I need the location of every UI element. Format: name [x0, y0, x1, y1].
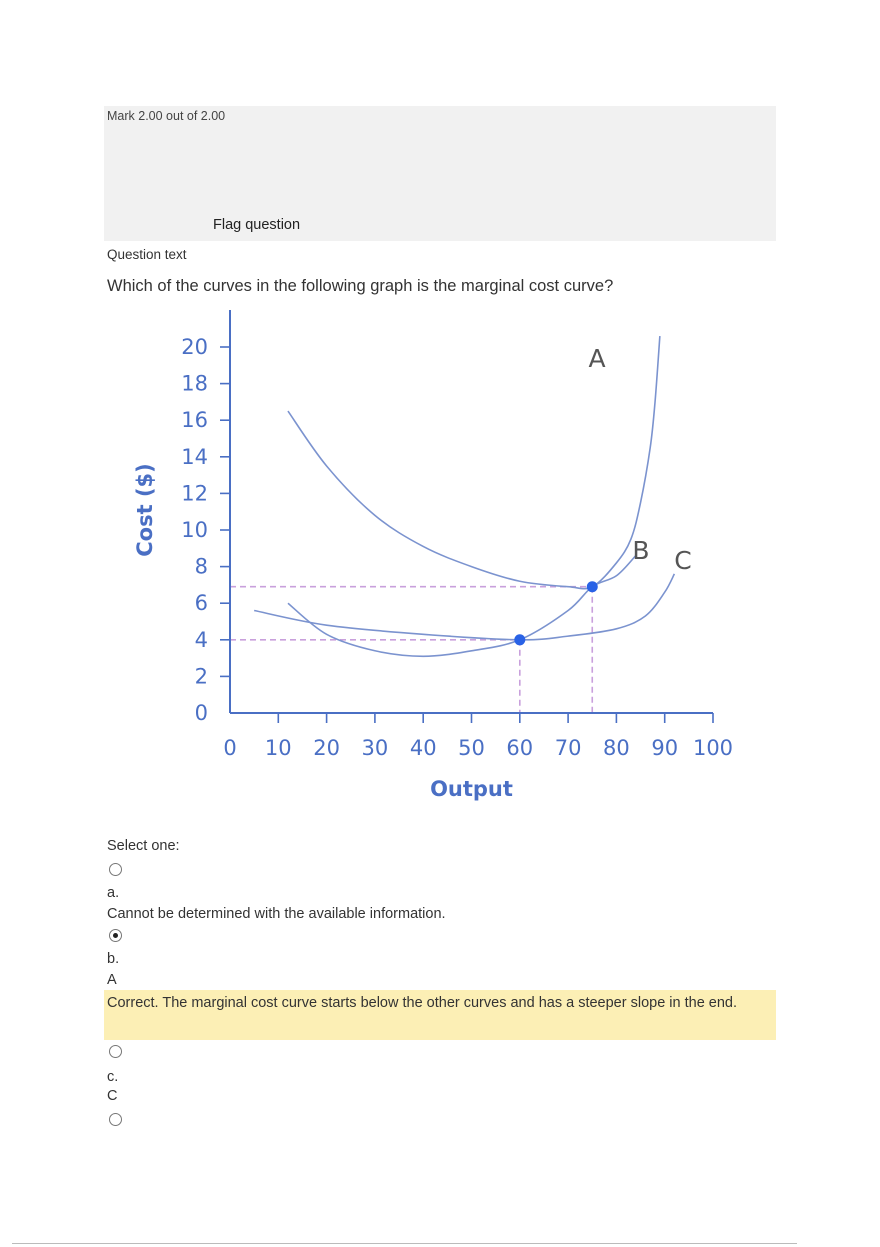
y-tick-label: 2 — [194, 664, 208, 689]
x-axis-title: Output — [430, 777, 513, 801]
option-c-letter: c. — [107, 1069, 119, 1085]
option-b-letter: b. — [107, 951, 120, 967]
x-tick-label: 100 — [692, 736, 734, 760]
curve-a — [288, 336, 660, 589]
x-tick-label: 50 — [458, 736, 485, 760]
option-a-letter: a. — [107, 885, 120, 901]
curve-label-a: A — [588, 344, 606, 373]
y-tick-label: 18 — [181, 371, 208, 396]
flag-question-link[interactable]: Flag question — [213, 217, 301, 233]
intersection-point — [514, 634, 525, 645]
curve-b — [288, 556, 636, 657]
y-tick-label: 12 — [181, 481, 208, 506]
x-tick-label: 0 — [223, 736, 237, 760]
x-tick-label: 20 — [313, 736, 340, 760]
y-tick-label: 6 — [194, 591, 208, 616]
curve-label-c: C — [674, 546, 692, 575]
y-tick-label: 0 — [194, 701, 208, 725]
curve-label-b: B — [632, 536, 650, 565]
option-b-text[interactable]: A — [107, 972, 117, 988]
option-d-radio[interactable] — [109, 1113, 122, 1126]
y-axis-title: Cost ($) — [133, 463, 157, 557]
mark-text: Mark 2.00 out of 2.00 — [107, 109, 226, 123]
select-one-prompt: Select one: — [107, 838, 180, 854]
curve-c — [254, 574, 674, 640]
question-text-label: Question text — [107, 247, 187, 262]
question-info-box — [104, 106, 776, 241]
y-tick-label: 14 — [181, 444, 208, 469]
y-tick-label: 20 — [181, 335, 208, 359]
y-tick-label: 16 — [181, 408, 208, 433]
x-tick-label: 80 — [603, 736, 630, 760]
x-tick-label: 40 — [409, 736, 437, 760]
x-tick-label: 30 — [361, 736, 389, 760]
option-a-text[interactable]: Cannot be determined with the available information. — [107, 906, 446, 922]
option-c-radio[interactable] — [109, 1045, 122, 1058]
y-tick-label: 4 — [194, 627, 208, 652]
intersection-point — [587, 581, 598, 592]
cost-curves-chart — [125, 305, 750, 825]
feedback-box — [104, 990, 776, 1040]
option-b-radio[interactable] — [109, 929, 122, 942]
y-tick-label: 8 — [194, 554, 208, 579]
question-text: Which of the curves in the following graph is the marginal cost curve? — [107, 277, 614, 295]
x-tick-label: 10 — [264, 736, 292, 760]
feedback-text: Correct. The marginal cost curve starts below the other curves and has a steeper slope in the end. — [107, 995, 738, 1011]
x-tick-label: 60 — [506, 736, 534, 760]
x-tick-label: 90 — [651, 736, 679, 760]
x-tick-label: 70 — [554, 736, 582, 760]
page-footer-divider — [12, 1243, 797, 1244]
y-tick-label: 10 — [181, 518, 208, 542]
option-c-text[interactable]: C — [107, 1088, 118, 1104]
option-a-radio[interactable] — [109, 863, 122, 876]
